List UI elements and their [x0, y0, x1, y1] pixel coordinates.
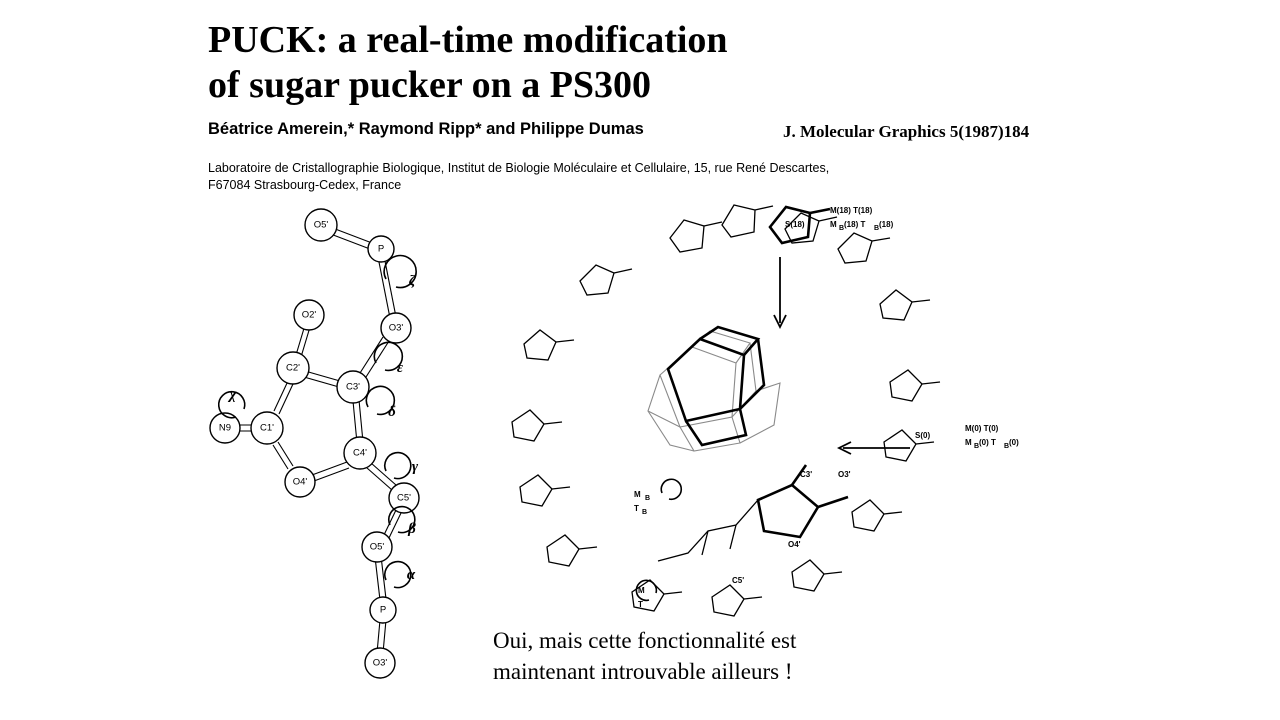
- svg-text:O3': O3': [388, 322, 404, 334]
- top-label-cluster: [830, 206, 894, 232]
- svg-text:M: M: [634, 490, 641, 499]
- sugar-pucker-pseudorotation-wheel: [470, 195, 1150, 665]
- svg-text:χ: χ: [229, 387, 237, 403]
- page-title: [208, 18, 908, 108]
- svg-text:B: B: [645, 495, 651, 502]
- journal-reference: J. Molecular Graphics 5(1987)184: [783, 122, 1030, 141]
- svg-text:M(18) T(18): M(18) T(18): [830, 206, 873, 215]
- svg-text:N9: N9: [218, 422, 232, 434]
- svg-text:B: B: [1004, 443, 1010, 450]
- note-line-1: Oui, mais cette fonctionnalité est: [493, 628, 797, 653]
- svg-text:(0): (0): [1009, 438, 1019, 447]
- affiliation-line-1: Laboratoire de Cristallographie Biologique, Institut de Biologie Moléculaire et Cellulaire, 15, rue René Descartes,: [208, 161, 830, 175]
- svg-text:B: B: [974, 443, 980, 450]
- svg-text:T: T: [638, 600, 643, 609]
- svg-text:B: B: [874, 225, 880, 232]
- svg-text:O3': O3': [838, 470, 851, 479]
- svg-text:B: B: [642, 509, 648, 516]
- svg-text:C5': C5': [732, 576, 745, 585]
- title-line-1: PUCK: a real-time modification: [208, 19, 728, 61]
- arrow-down: [774, 257, 786, 327]
- svg-text:C5': C5': [397, 492, 411, 504]
- svg-text:α: α: [406, 567, 416, 583]
- author-list: Béatrice Amerein,* Raymond Ripp* and Philippe Dumas: [208, 120, 644, 138]
- title-line-2: of sugar pucker on a PS300: [208, 63, 652, 106]
- svg-text:P: P: [379, 604, 387, 616]
- svg-text:ζ: ζ: [408, 273, 416, 289]
- svg-text:O4': O4': [292, 476, 308, 488]
- svg-text:C3': C3': [800, 470, 813, 479]
- svg-text:M: M: [830, 220, 837, 229]
- svg-text:ε: ε: [396, 360, 404, 376]
- svg-text:M: M: [638, 586, 645, 595]
- svg-text:γ: γ: [411, 459, 419, 475]
- svg-text:C4': C4': [353, 447, 367, 459]
- french-note: [493, 625, 1013, 687]
- svg-text:B: B: [839, 225, 845, 232]
- svg-text:P: P: [377, 243, 385, 255]
- svg-text:C2': C2': [286, 362, 300, 374]
- svg-text:M(0) T(0): M(0) T(0): [965, 424, 999, 433]
- svg-text:C1': C1': [260, 422, 274, 434]
- svg-text:O3': O3': [372, 657, 388, 669]
- nucleotide-backbone-diagram: [200, 195, 460, 695]
- pucker-selected-label: S(18): [785, 220, 805, 229]
- svg-text:O4': O4': [788, 540, 801, 549]
- svg-text:β: β: [408, 521, 416, 537]
- svg-text:O5': O5': [313, 219, 329, 231]
- svg-text:δ: δ: [388, 404, 396, 420]
- arrow-left: [839, 442, 910, 454]
- note-line-2: maintenant introuvable ailleurs !: [493, 659, 793, 685]
- svg-text:(18) T: (18) T: [844, 220, 866, 229]
- svg-text:O5': O5': [369, 541, 385, 553]
- svg-text:M: M: [965, 438, 972, 447]
- svg-text:C3': C3': [346, 381, 360, 393]
- svg-text:(18): (18): [879, 220, 894, 229]
- svg-text:T: T: [634, 504, 639, 513]
- affiliation: [208, 160, 918, 194]
- svg-text:S(0): S(0): [915, 431, 931, 440]
- right-label-cluster: [915, 424, 1019, 450]
- svg-text:O2': O2': [301, 309, 317, 321]
- svg-text:(0) T: (0) T: [979, 438, 996, 447]
- affiliation-line-2: F67084 Strasbourg-Cedex, France: [208, 177, 402, 192]
